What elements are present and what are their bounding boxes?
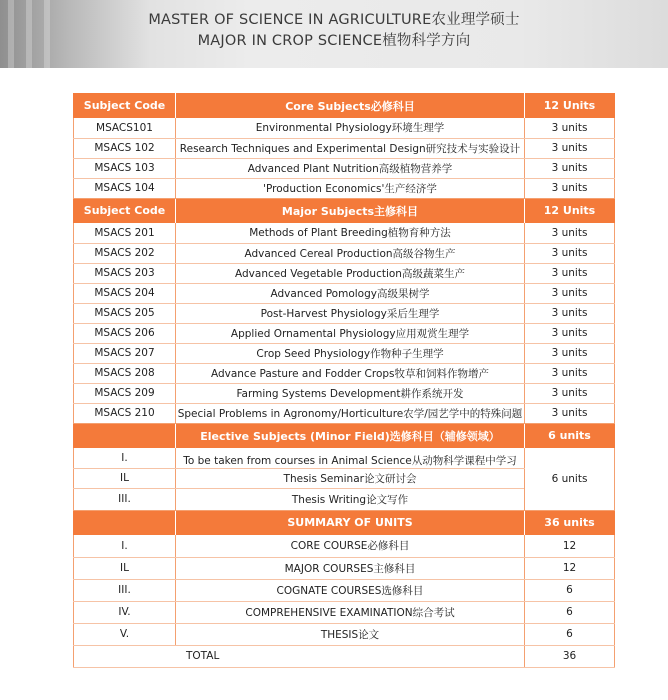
table-row	[74, 243, 615, 263]
subject-name: Environmental Physiology环境生理学	[176, 118, 525, 138]
core-col-name: Core Subjects必修科目	[176, 93, 525, 118]
subject-units: 3 units	[525, 283, 615, 303]
major-col-name: Major Subjects主修科目	[176, 198, 525, 223]
subject-units: 3 units	[525, 178, 615, 198]
summary-code: IL	[74, 557, 176, 579]
subject-code: MSACS101	[74, 118, 176, 138]
summary-code: V.	[74, 623, 176, 645]
subject-units: 3 units	[525, 323, 615, 343]
page-title	[0, 10, 668, 52]
summary-units: 6	[525, 601, 615, 623]
subject-name: Advanced Vegetable Production高级蔬菜生产	[176, 263, 525, 283]
subject-name: Methods of Plant Breeding植物育种方法	[176, 223, 525, 243]
subject-name: Advanced Pomology高级果树学	[176, 283, 525, 303]
subject-code: MSACS 208	[74, 363, 176, 383]
subject-code: MSACS 207	[74, 343, 176, 363]
subject-units: 3 units	[525, 138, 615, 158]
subject-code: MSACS 104	[74, 178, 176, 198]
subject-units: 3 units	[525, 118, 615, 138]
summary-name: CORE COURSE必修科目	[176, 535, 525, 557]
elective-code: III.	[74, 488, 176, 510]
subject-code: MSACS 209	[74, 383, 176, 403]
table-row	[74, 601, 615, 623]
subject-units: 3 units	[525, 343, 615, 363]
title-line-1: MASTER OF SCIENCE IN AGRICULTURE农业理学硕士	[148, 12, 520, 28]
subject-units: 3 units	[525, 243, 615, 263]
elective-name: Thesis Seminar论文研讨会	[176, 468, 525, 488]
elective-units-header: 6 units	[525, 423, 615, 448]
total-row	[74, 645, 615, 667]
summary-name: COMPREHENSIVE EXAMINATION综合考试	[176, 601, 525, 623]
table-row	[74, 263, 615, 283]
subject-code: MSACS 205	[74, 303, 176, 323]
major-header-row	[74, 198, 615, 223]
summary-header-row	[74, 510, 615, 535]
summary-units: 6	[525, 623, 615, 645]
table-row	[74, 158, 615, 178]
subject-code: MSACS 201	[74, 223, 176, 243]
elective-units: 6 units	[525, 448, 615, 510]
subject-code: MSACS 202	[74, 243, 176, 263]
subject-units: 3 units	[525, 363, 615, 383]
summary-code-blank	[74, 510, 176, 535]
table-row	[74, 557, 615, 579]
summary-name: MAJOR COURSES主修科目	[176, 557, 525, 579]
summary-name: THESIS论文	[176, 623, 525, 645]
subject-name: Post-Harvest Physiology采后生理学	[176, 303, 525, 323]
table-row	[74, 223, 615, 243]
summary-title: SUMMARY OF UNITS	[176, 510, 525, 535]
elective-header-row	[74, 423, 615, 448]
table-row	[74, 283, 615, 303]
table-row	[74, 535, 615, 557]
subject-name: Advanced Plant Nutrition高级植物营养学	[176, 158, 525, 178]
subject-name: Crop Seed Physiology作物种子生理学	[176, 343, 525, 363]
subject-units: 3 units	[525, 403, 615, 423]
summary-units: 12	[525, 535, 615, 557]
table-row	[74, 623, 615, 645]
elective-title: Elective Subjects (Minor Field)选修科目（辅修领域）	[176, 423, 525, 448]
curriculum-table-wrapper	[73, 93, 614, 668]
subject-code: MSACS 103	[74, 158, 176, 178]
subject-code: MSACS 204	[74, 283, 176, 303]
summary-name: COGNATE COURSES选修科目	[176, 579, 525, 601]
table-row	[74, 303, 615, 323]
summary-units-header: 36 units	[525, 510, 615, 535]
elective-name: Thesis Writing论文写作	[176, 488, 525, 510]
subject-code: MSACS 210	[74, 403, 176, 423]
table-row	[74, 403, 615, 423]
elective-code: I.	[74, 448, 176, 468]
elective-code: IL	[74, 468, 176, 488]
table-row	[74, 138, 615, 158]
summary-code: IV.	[74, 601, 176, 623]
core-col-units: 12 Units	[525, 93, 615, 118]
major-col-code: Subject Code	[74, 198, 176, 223]
elective-code-blank	[74, 423, 176, 448]
major-col-units: 12 Units	[525, 198, 615, 223]
subject-units: 3 units	[525, 158, 615, 178]
subject-units: 3 units	[525, 383, 615, 403]
subject-units: 3 units	[525, 263, 615, 283]
subject-code: MSACS 206	[74, 323, 176, 343]
subject-units: 3 units	[525, 223, 615, 243]
subject-name: Farming Systems Development耕作系统开发	[176, 383, 525, 403]
total-units: 36	[525, 645, 615, 667]
subject-name: Applied Ornamental Physiology应用观赏生理学	[176, 323, 525, 343]
header-banner	[0, 0, 668, 68]
summary-code: I.	[74, 535, 176, 557]
core-header-row	[74, 93, 615, 118]
table-row	[74, 178, 615, 198]
subject-name: 'Production Economics'生产经济学	[176, 178, 525, 198]
subject-name: Research Techniques and Experimental Design研究技术与实验设计	[176, 138, 525, 158]
subject-code: MSACS 102	[74, 138, 176, 158]
table-row	[74, 383, 615, 403]
table-row	[74, 579, 615, 601]
summary-units: 6	[525, 579, 615, 601]
total-label: TOTAL	[74, 645, 525, 667]
table-row	[74, 343, 615, 363]
curriculum-table	[73, 93, 615, 668]
summary-units: 12	[525, 557, 615, 579]
subject-name: Special Problems in Agronomy/Horticulture农学/园艺学中的特殊问题	[176, 403, 525, 423]
table-row	[74, 363, 615, 383]
subject-units: 3 units	[525, 303, 615, 323]
table-row	[74, 323, 615, 343]
table-row	[74, 118, 615, 138]
table-row	[74, 448, 615, 468]
summary-code: III.	[74, 579, 176, 601]
title-line-2: MAJOR IN CROP SCIENCE植物科学方向	[197, 33, 471, 49]
core-col-code: Subject Code	[74, 93, 176, 118]
subject-name: Advance Pasture and Fodder Crops牧草和饲料作物增产	[176, 363, 525, 383]
subject-code: MSACS 203	[74, 263, 176, 283]
elective-name: To be taken from courses in Animal Science从动物科学课程中学习	[176, 448, 525, 468]
subject-name: Advanced Cereal Production高级谷物生产	[176, 243, 525, 263]
